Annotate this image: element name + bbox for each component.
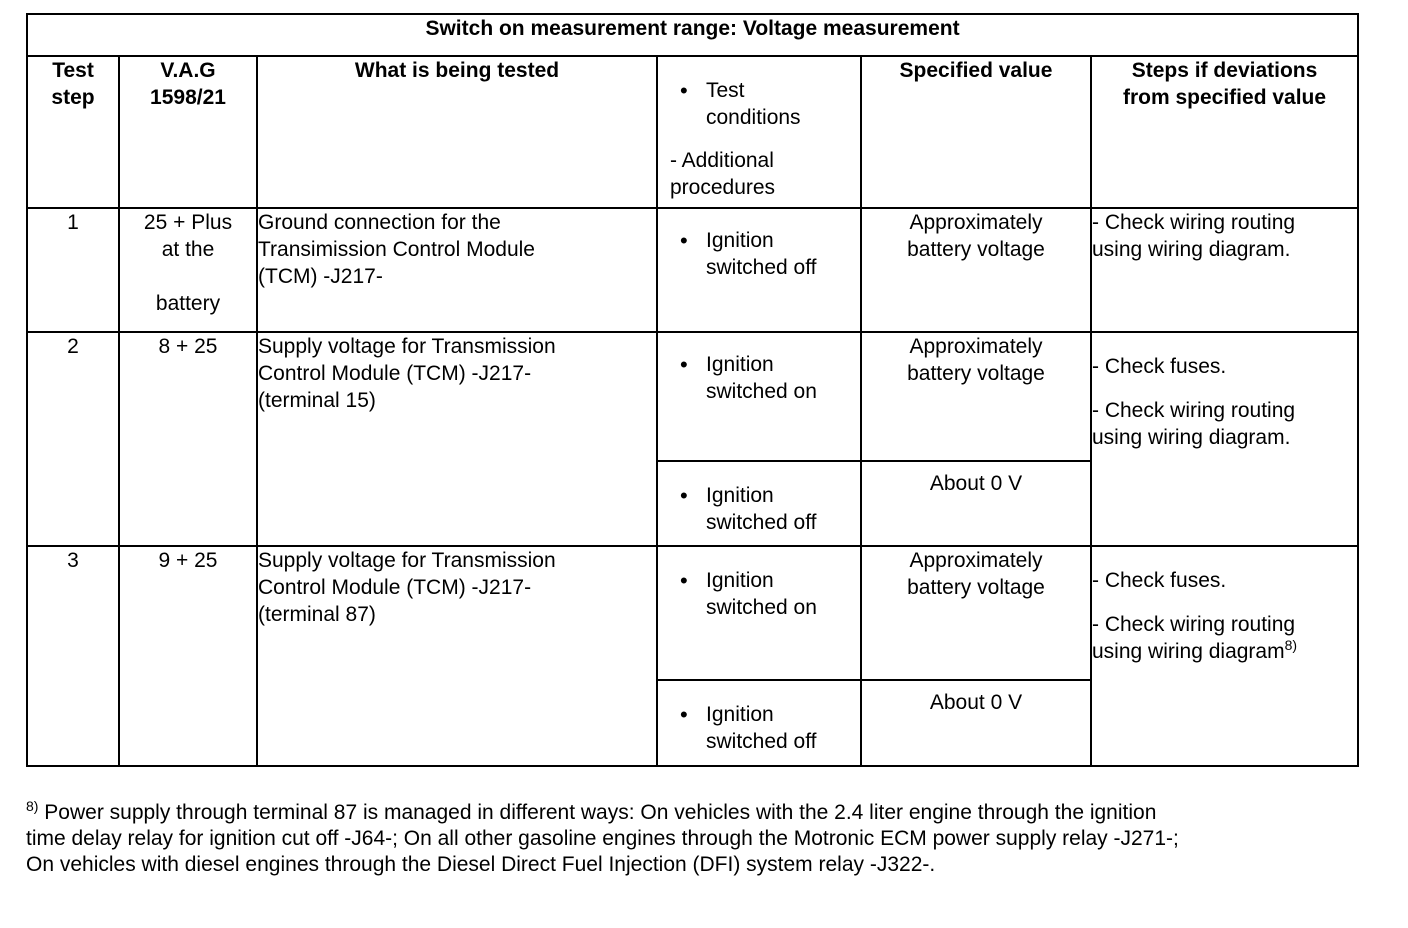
footnote: $^{8)}$ Power supply through terminal 87 is managed in different ways: On vehicles with the 2.4 liter engine through the ignition time delay relay for ignition cut off -J64-; On all other gasoline engines through the Motronic ECM power supply relay -J271-; On vehicles with diesel engines through the Diesel Direct Fuel Injection (DFI) system relay -J322-. (26, 798, 1179, 876)
steps-cell: - Check wiring routing using wiring diagram. (1091, 208, 1358, 332)
test-step-cell: 1 (27, 208, 119, 332)
steps-cell: - Check fuses. - Check wiring routing using wiring diagram$^{8)}$ (1091, 546, 1358, 766)
what-tested-cell: Supply voltage for Transmission Control Module (TCM) -J217- (terminal 87) (257, 546, 657, 766)
specified-value-cell: About 0 V (861, 461, 1091, 546)
steps-cell: - Check fuses. - Check wiring routing using wiring diagram. (1091, 332, 1358, 546)
condition-cell: • Ignition switched on (657, 332, 861, 461)
footnote-ref: 8) (1284, 637, 1298, 653)
header-what-tested: What is being tested (257, 56, 657, 208)
test-step-cell: 2 (27, 332, 119, 546)
condition-cell: • Ignition switched off (657, 680, 861, 766)
footnote-marker: 8) (26, 798, 39, 814)
condition-cell: • Ignition switched off (657, 461, 861, 546)
table-row (27, 546, 1358, 680)
specified-value-cell: Approximately battery voltage (861, 332, 1091, 461)
test-step-cell: 3 (27, 546, 119, 766)
what-tested-cell: Ground connection for the Transimission Control Module (TCM) -J217- (257, 208, 657, 332)
vag-cell: 25 + Plus at the battery (119, 208, 257, 332)
header-vag: V.A.G 1598/21 (119, 56, 257, 208)
header-conditions: • Test conditions - Additional procedures (657, 56, 861, 208)
table-row (27, 332, 1358, 461)
vag-cell: 9 + 25 (119, 546, 257, 766)
condition-cell: • Ignition switched off (657, 208, 861, 332)
vag-cell: 8 + 25 (119, 332, 257, 546)
specified-value-cell: Approximately battery voltage (861, 208, 1091, 332)
header-test-step: Test step (27, 56, 119, 208)
specified-value-cell: About 0 V (861, 680, 1091, 766)
what-tested-cell: Supply voltage for Transmission Control Module (TCM) -J217- (terminal 15) (257, 332, 657, 546)
table-title: Switch on measurement range: Voltage measurement (27, 14, 1358, 56)
condition-cell: • Ignition switched on (657, 546, 861, 680)
header-specified-value: Specified value (861, 56, 1091, 208)
specified-value-cell: Approximately battery voltage (861, 546, 1091, 680)
header-steps: Steps if deviations from specified value (1091, 56, 1358, 208)
table-row (27, 208, 1358, 332)
measurement-table (26, 13, 1359, 767)
